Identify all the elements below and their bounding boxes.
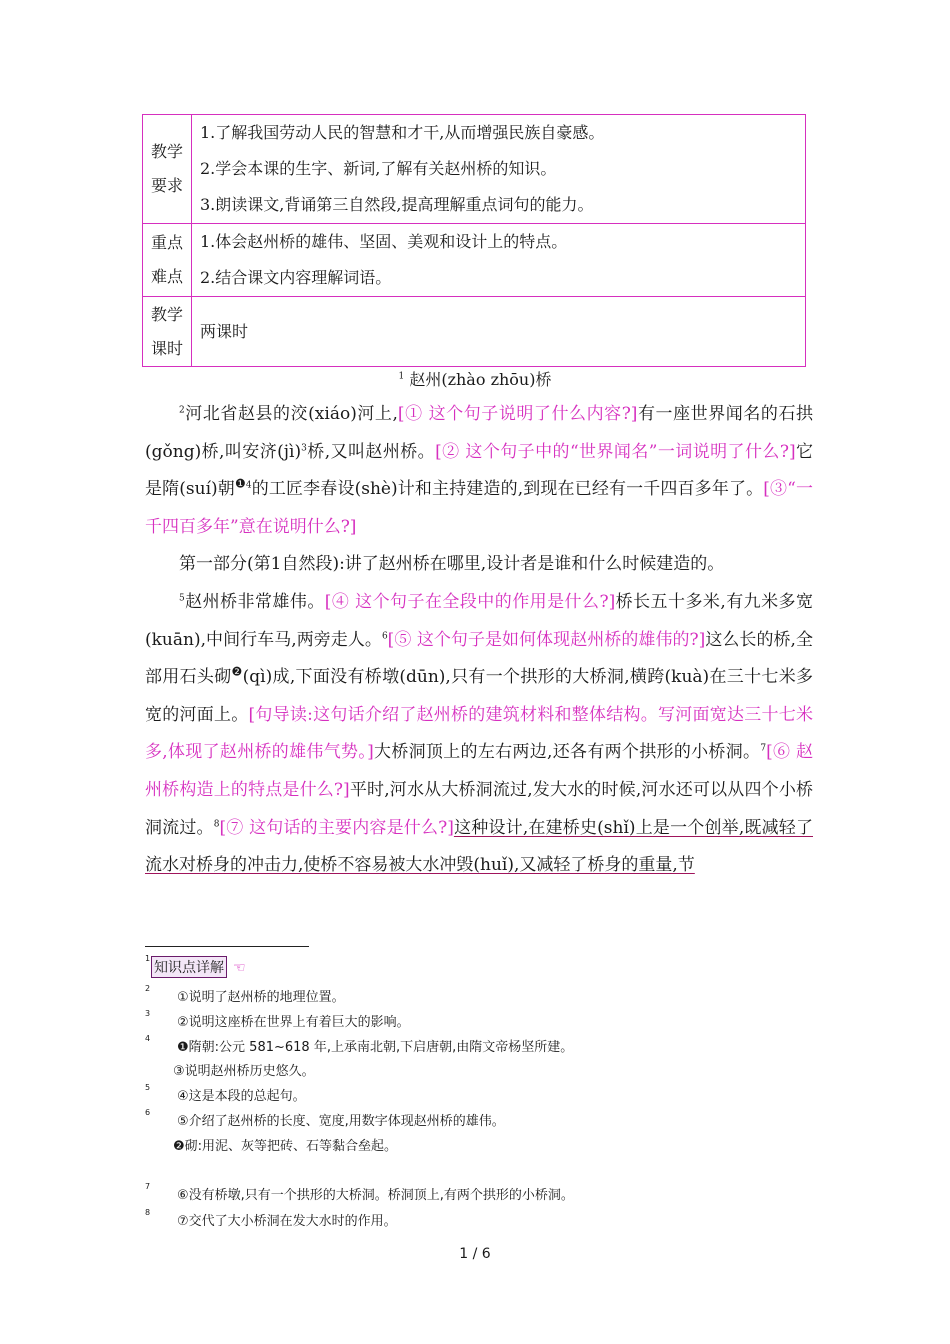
page-number: 1 / 6 bbox=[459, 1246, 491, 1262]
lesson-title bbox=[0, 368, 950, 392]
pointing-hand-icon: ☜ bbox=[233, 960, 246, 976]
label-line: 课时 bbox=[150, 338, 183, 358]
text-run: 赵州桥非常雄伟。 bbox=[184, 591, 325, 612]
text-run: 桥长五十多米,有九米多宽(kuān),中间行车马,两旁走人。 bbox=[145, 591, 813, 650]
text-run: 这么长的桥,全部用石头砌 bbox=[145, 629, 814, 688]
text-run: 有一座世界闻名的石拱(gǒng)桥,叫安济(jì) bbox=[145, 404, 813, 462]
label-line: 要求 bbox=[150, 176, 183, 195]
knowledge-detail-box: 知识点详解 bbox=[151, 956, 227, 978]
lesson-title-text: 赵州(zhào zhōu)桥 bbox=[409, 370, 552, 389]
text-run: 的工匠李春设(shè)计和主持建造的,到现在已经有一千四百多年了。 bbox=[251, 479, 764, 500]
footnote-text: ④这是本段的总起句。 bbox=[177, 1089, 306, 1104]
text-run: 桥,又叫赵州桥。 bbox=[306, 441, 436, 462]
label-line: 重点 bbox=[150, 233, 183, 252]
footnote-divider bbox=[145, 946, 309, 947]
label-line: 教学 bbox=[150, 142, 183, 161]
footnote-text: ⑤介绍了赵州桥的长度、宽度,用数字体现赵州桥的雄伟。 bbox=[177, 1114, 505, 1129]
requirement-item: 3.朗读课文,背诵第三自然段,提高理解重点词句的能力。 bbox=[200, 195, 594, 214]
footnote-ref: 5 bbox=[179, 593, 185, 604]
footnote-text: ❷砌:用泥、灰等把砖、石等黏合垒起。 bbox=[173, 1139, 398, 1154]
underlined-text: 这种设计,在建桥史(shǐ)上是一个创举,既减轻了流水对桥身的冲击力,使桥不容易被大水冲毁(huǐ),又减轻了桥身的重量,节 bbox=[145, 817, 813, 876]
footnote-ref: 1 bbox=[398, 371, 405, 382]
footnote-text: ⑥没有桥墩,只有一个拱形的大桥洞。桥洞顶上,有两个拱形的小桥洞。 bbox=[177, 1188, 574, 1203]
row-label-key-points bbox=[143, 224, 192, 297]
footnote-ref: 3 bbox=[301, 442, 307, 453]
requirement-item: 2.学会本课的生字、新词,了解有关赵州桥的知识。 bbox=[200, 159, 557, 178]
text-run: 它是隋(suí)朝 bbox=[145, 441, 814, 500]
section-summary: 第一部分(第1自然段):讲了赵州桥在哪里,设计者是谁和什么时候建造的。 bbox=[179, 554, 725, 575]
guide-question: [④ 这个句子在全段中的作用是什么?] bbox=[324, 591, 616, 612]
table-row-key-points bbox=[143, 224, 806, 297]
teaching-plan-table bbox=[142, 114, 806, 367]
guide-question: [⑦ 这句话的主要内容是什么?] bbox=[219, 817, 454, 838]
footnote-ref: 8 bbox=[213, 818, 220, 829]
footnote-number: 2 bbox=[145, 984, 151, 993]
footnote-text: ③说明赵州桥历史悠久。 bbox=[173, 1064, 315, 1079]
guide-question: [⑥ 赵州桥构造上的特点是什么?] bbox=[145, 742, 813, 800]
text-run: 大桥洞顶上的左右两边,还各有两个拱形的小桥洞。 bbox=[373, 742, 761, 763]
text-run: 河北省赵县的洨(xiáo)河上, bbox=[184, 404, 398, 424]
guide-question: [③“一千四百多年”意在说明什么?] bbox=[145, 479, 813, 537]
key-point-item: 2.结合课文内容理解词语。 bbox=[200, 268, 392, 287]
annotation-marker: ❶ bbox=[234, 476, 246, 491]
row-content-hours bbox=[192, 297, 806, 367]
row-label-requirements bbox=[143, 115, 192, 224]
requirement-item: 1.了解我国劳动人民的智慧和才干,从而增强民族自豪感。 bbox=[200, 123, 605, 142]
key-point-item: 1.体会赵州桥的雄伟、坚固、美观和设计上的特点。 bbox=[200, 232, 568, 251]
table-row-requirements bbox=[143, 115, 806, 224]
footnote-ref: 2 bbox=[179, 405, 185, 416]
footnote-text: ①说明了赵州桥的地理位置。 bbox=[177, 990, 345, 1005]
footnote-text: ⑦交代了大小桥洞在发大水时的作用。 bbox=[177, 1214, 397, 1229]
table-row-hours bbox=[143, 297, 806, 367]
footnote-number: 4 bbox=[145, 1034, 151, 1043]
row-content-requirements bbox=[192, 115, 806, 224]
footnote-ref: 4 bbox=[245, 480, 252, 491]
footnote-number: 3 bbox=[145, 1009, 151, 1018]
guide-question: [⑤ 这个句子是如何体现赵州桥的雄伟的?] bbox=[387, 629, 706, 650]
hours-value: 两课时 bbox=[200, 321, 249, 341]
footnote-text: ②说明这座桥在世界上有着巨大的影响。 bbox=[177, 1015, 410, 1030]
label-line: 难点 bbox=[150, 267, 183, 286]
footnote-ref: 6 bbox=[381, 630, 388, 641]
footnote-number: 8 bbox=[145, 1208, 151, 1217]
row-content-key-points bbox=[192, 224, 806, 297]
footnote-ref: 7 bbox=[760, 743, 767, 754]
row-label-hours bbox=[143, 297, 192, 367]
label-line: 教学 bbox=[150, 304, 183, 324]
footnote-text: ❶隋朝:公元 581~618 年,上承南北朝,下启唐朝,由隋文帝杨坚所建。 bbox=[177, 1040, 574, 1055]
footnote-number: 6 bbox=[145, 1108, 151, 1117]
text-run: 平时,河水从大桥洞流过,发大水的时候,河水还可以从四个小桥洞流过。 bbox=[145, 779, 813, 838]
lesson-body bbox=[145, 396, 813, 885]
paragraph-2 bbox=[145, 584, 813, 885]
footnote-number: 7 bbox=[145, 1182, 151, 1191]
annotation-marker: ❷ bbox=[231, 664, 243, 679]
guide-question: [① 这个句子说明了什么内容?] bbox=[397, 404, 638, 424]
paragraph-1 bbox=[145, 396, 813, 546]
guide-question: [② 这个句子中的“世界闻名”一词说明了什么?] bbox=[435, 441, 796, 462]
footnote-number: 5 bbox=[145, 1083, 151, 1092]
sentence-guide: [句导读:这句话介绍了赵州桥的建筑材料和整体结构。写河面宽达三十七米多,体现了赵州桥的雄伟气势。] bbox=[145, 704, 814, 763]
footnote-number: 1 bbox=[145, 954, 151, 963]
text-run: (qì)成,下面没有桥墩(dūn),只有一个拱形的大桥洞,横跨(kuà)在三十七米多宽的河面上。 bbox=[145, 667, 814, 725]
